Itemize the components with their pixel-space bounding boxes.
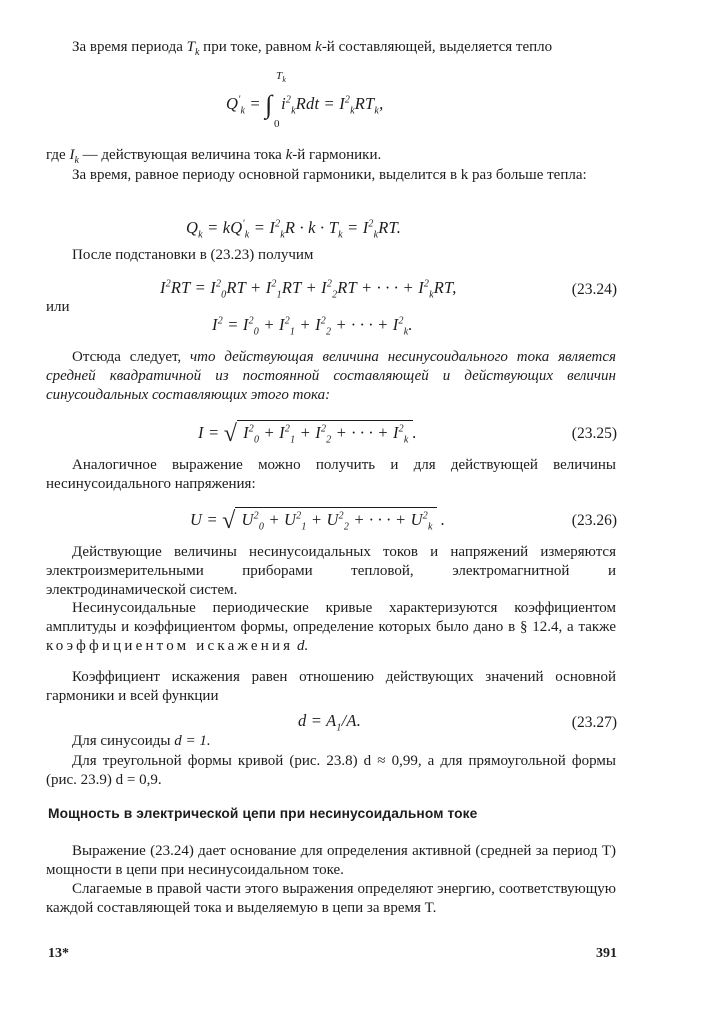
paragraph-or: или: [46, 299, 70, 315]
section-heading: Мощность в электрической цепи при несинусоидальном токе: [48, 806, 478, 821]
equation-number-23-24: (23.24): [571, 281, 617, 298]
paragraph-triangle-rectangle: Для треугольной формы кривой (рис. 23.8) d ≈ 0,99, а для прямоугольной формы (рис. 23.9) d = 0,9.: [46, 753, 616, 788]
paragraph-rms-conclusion: Отсюда следует, что действующая величина несинусоидального тока является средней квадратичной из постоянной составляющей и действующих величин синусоидальных составляющих этого тока:: [46, 349, 616, 403]
signature-mark: 13*: [48, 946, 69, 961]
equation-heat-total: $Q_k = kQ'_k = I^2_kR \cdot k \cdot T_k = I^2_kRT$.: [186, 218, 402, 241]
equation-number-23-26: (23.26): [571, 512, 617, 529]
paragraph-voltage-analogy: Аналогичное выражение можно получить и для действующей величины несинусоидального напряжения:: [46, 457, 616, 492]
paragraph-heat-per-period: За время периода $T_k$ при токе, равном k-й составляющей, выделяется тепло: [72, 39, 553, 58]
paragraph-curve-coefficients: Несинусоидальные периодические кривые характеризуются коэффициентом амплитуды и коэффициентом формы, определение которых было дано в § 12.4, а также коэффициентом искажения d.: [46, 600, 616, 654]
equation-23-25: I = √ $I^2_0 + I^2_1 + I^2_2$ + · · · + $I^2_k$ .: [198, 421, 417, 447]
paragraph-current-definition: где $I_k$ — действующая величина тока k-й гармоники.: [46, 147, 382, 166]
equation-number-23-27: (23.27): [571, 714, 617, 731]
paragraph-energy-terms: Слагаемые в правой части этого выражения определяют энергию, соответствующую каждой составляющей тока и выделяемую в цепи за время T.: [46, 881, 616, 916]
paragraph-active-power: Выражение (23.24) дает основание для определения активной (средней за период T) мощности в цепи при несинусоидальном токе.: [46, 843, 616, 878]
paragraph-sinusoid-case: Для синусоиды d = 1.: [72, 733, 211, 749]
equation-23-24: $I^2RT = I^2_0RT + I^2_1RT + I^2_2RT$ + · · · + $I^2_kRT$,: [160, 278, 457, 301]
equation-squares-sum: $I^2 = I^2_0 + I^2_1 + I^2_2$ + · · · + $I^2_k$.: [212, 315, 413, 338]
equation-heat-component: $Q'_k$ = ∫ $T_k$ 0 $i^2_kRdt = I^2_kRT_k$,: [226, 70, 384, 130]
paragraph-after-substitution: После подстановки в (23.23) получим: [72, 247, 314, 263]
equation-23-27: $d = A_1/A$.: [298, 711, 362, 734]
equation-number-23-25: (23.25): [571, 425, 617, 442]
paragraph-measurement-devices: Действующие величины несинусоидальных токов и напряжений измеряются электроизмерительными приборами тепловой, электромагнитной и электродинамической систем.: [46, 544, 616, 598]
paragraph-heat-per-base-period: За время, равное периоду основной гармоники, выделится в k раз больше тепла:: [72, 167, 587, 183]
paragraph-distortion-definition: Коэффициент искажения равен отношению действующих значений основной гармоники и всей функции: [46, 669, 616, 704]
equation-23-26: U = √ $U^2_0 + U^2_1 + U^2_2$ + · · · + $U^2_k$ .: [190, 508, 446, 534]
page-number: 391: [596, 946, 617, 961]
